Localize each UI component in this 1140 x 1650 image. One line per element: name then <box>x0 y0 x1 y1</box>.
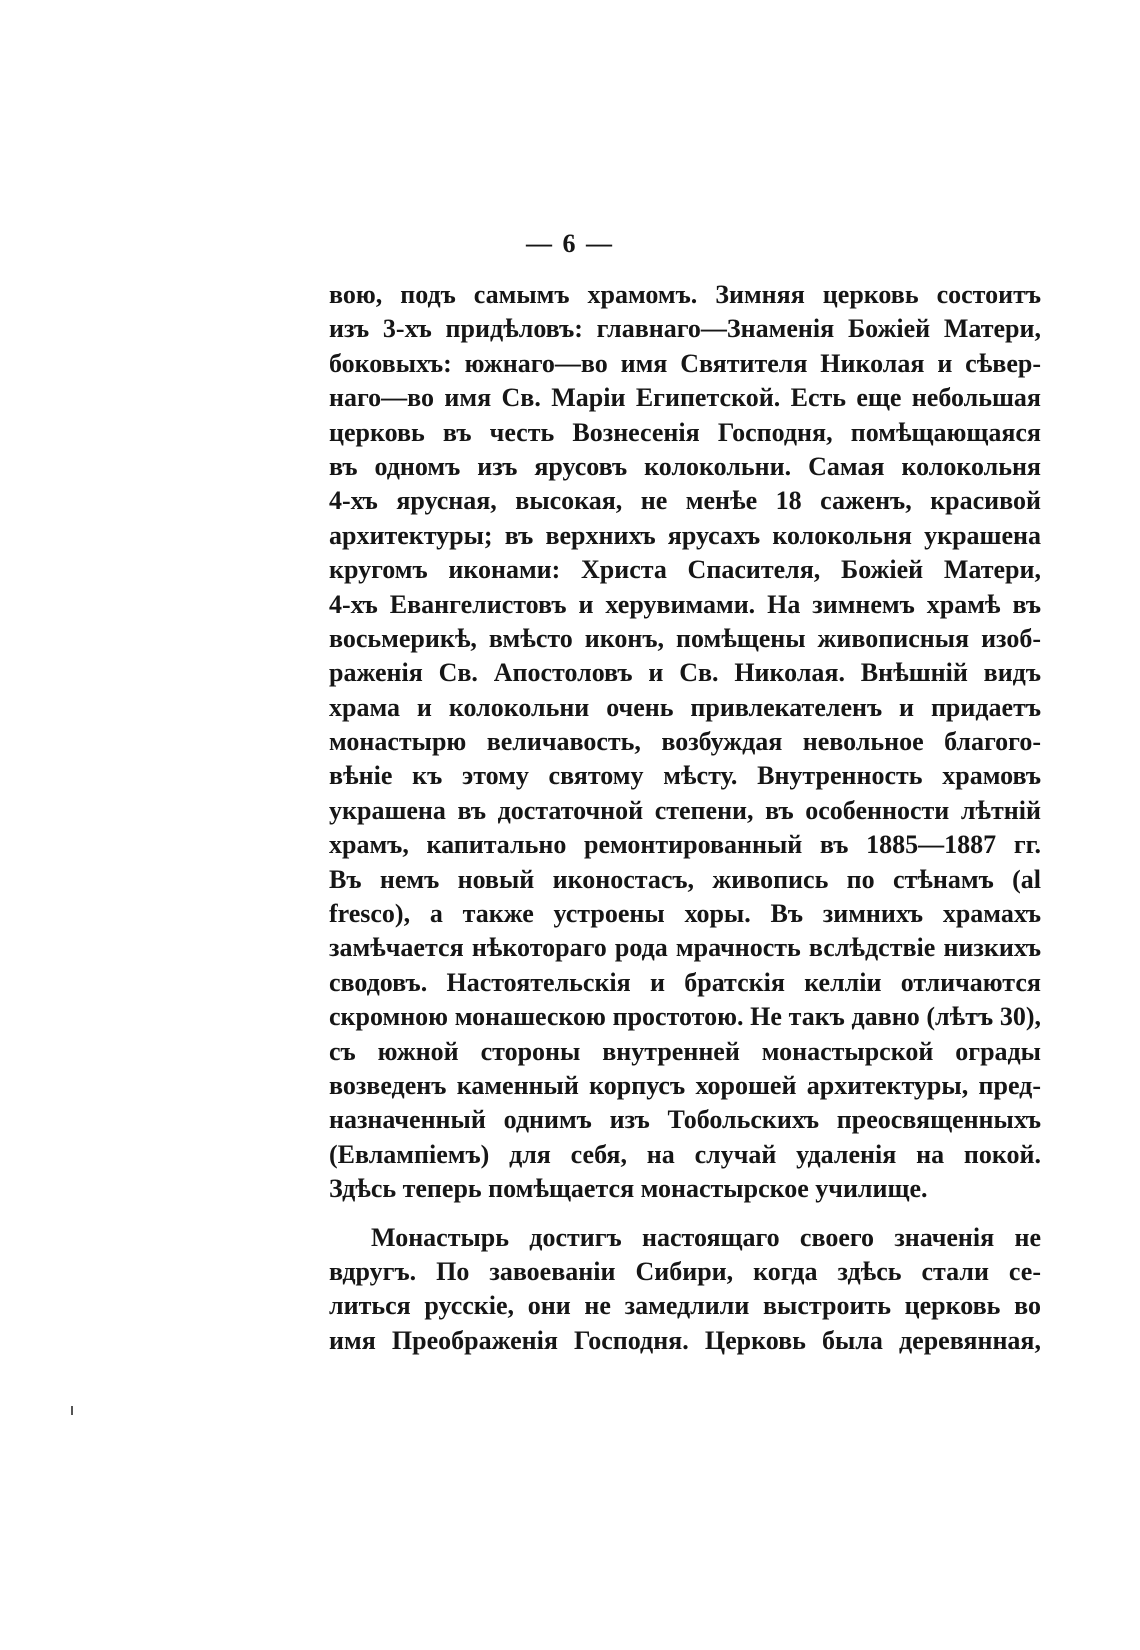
text-line: Въ немъ новый иконостасъ, живопись по стѣнамъ (al <box>329 864 1041 894</box>
text-line: съ южной стороны внутренней монастырской ограды <box>329 1036 1041 1066</box>
text-line: замѣчается нѣкотораго рода мрачность вслѣдствіе низкихъ <box>329 933 1041 963</box>
paragraph-1 <box>329 278 1041 1207</box>
page-number: — 6 — <box>526 229 614 258</box>
text-line: въ одномъ изъ ярусовъ колокольни. Самая колокольня <box>329 451 1041 481</box>
text-line: литься русскіе, они не замедлили выстроить церковь во <box>329 1291 1041 1321</box>
text-line: Монастырь достигъ настоящаго своего значенія не <box>371 1222 1041 1252</box>
text-line: назначенный однимъ изъ Тобольскихъ преосвященныхъ <box>329 1105 1041 1135</box>
text-line: изъ 3-хъ придѣловъ: главнаго—Знаменія Божіей Матери, <box>329 314 1041 344</box>
text-line: кругомъ иконами: Христа Спасителя, Божіей Матери, <box>329 555 1041 585</box>
text-line: восьмерикѣ, вмѣсто иконъ, помѣщены живописныя изоб- <box>329 623 1041 653</box>
text-line: (Евлампіемъ) для себя, на случай удаленія на покой. <box>329 1139 1041 1169</box>
paragraph-spacing <box>329 1207 1041 1221</box>
text-line: вдругъ. По завоеваніи Сибири, когда здѣсь стали се- <box>329 1256 1041 1286</box>
text-line: архитектуры; въ верхнихъ ярусахъ колокольня украшена <box>329 520 1041 550</box>
text-line: сводовъ. Настоятельскія и братскія келліи отличаются <box>329 967 1041 997</box>
body-text <box>329 278 1041 1358</box>
text-line: Здѣсь теперь помѣщается монастырское училище. <box>329 1174 928 1204</box>
text-line: монастырю величавость, возбуждая невольное благого- <box>329 727 1041 757</box>
scan-mark <box>71 1406 73 1415</box>
text-line: храма и колокольни очень привлекателенъ и придаетъ <box>329 692 1041 722</box>
text-line: вою, подъ самымъ храмомъ. Зимняя церковь состоитъ <box>329 280 1041 309</box>
text-line: наго—во имя Св. Маріи Египетской. Есть еще небольшая <box>329 383 1041 413</box>
text-line: боковыхъ: южнаго—во имя Святителя Николая и сѣвер- <box>329 348 1041 378</box>
text-line: возведенъ каменный корпусъ хорошей архитектуры, пред- <box>329 1070 1041 1100</box>
text-line: раженія Св. Апостоловъ и Св. Николая. Внѣшній видъ <box>329 658 1041 688</box>
text-line: вѣніе къ этому святому мѣсту. Внутренность храмовъ <box>329 761 1041 791</box>
text-line: 4-хъ Евангелистовъ и херувимами. На зимнемъ храмѣ въ <box>329 589 1041 619</box>
paragraph-2 <box>329 1221 1041 1359</box>
text-line: церковь въ честь Вознесенія Господня, помѣщающаяся <box>329 417 1041 447</box>
text-line: храмъ, капитально ремонтированный въ 1885—1887 гг. <box>329 830 1041 860</box>
text-line: 4-хъ ярусная, высокая, не менѣе 18 саженъ, красивой <box>329 486 1041 516</box>
text-line: украшена въ достаточной степени, въ особенности лѣтній <box>329 795 1041 825</box>
text-line: имя Преображенія Господня. Церковь была деревянная, <box>329 1325 1041 1355</box>
text-line: скромною монашескою простотою. Не такъ давно (лѣтъ 30), <box>329 1002 1041 1032</box>
text-line: fresco), а также устроены хоры. Въ зимнихъ храмахъ <box>329 899 1041 929</box>
